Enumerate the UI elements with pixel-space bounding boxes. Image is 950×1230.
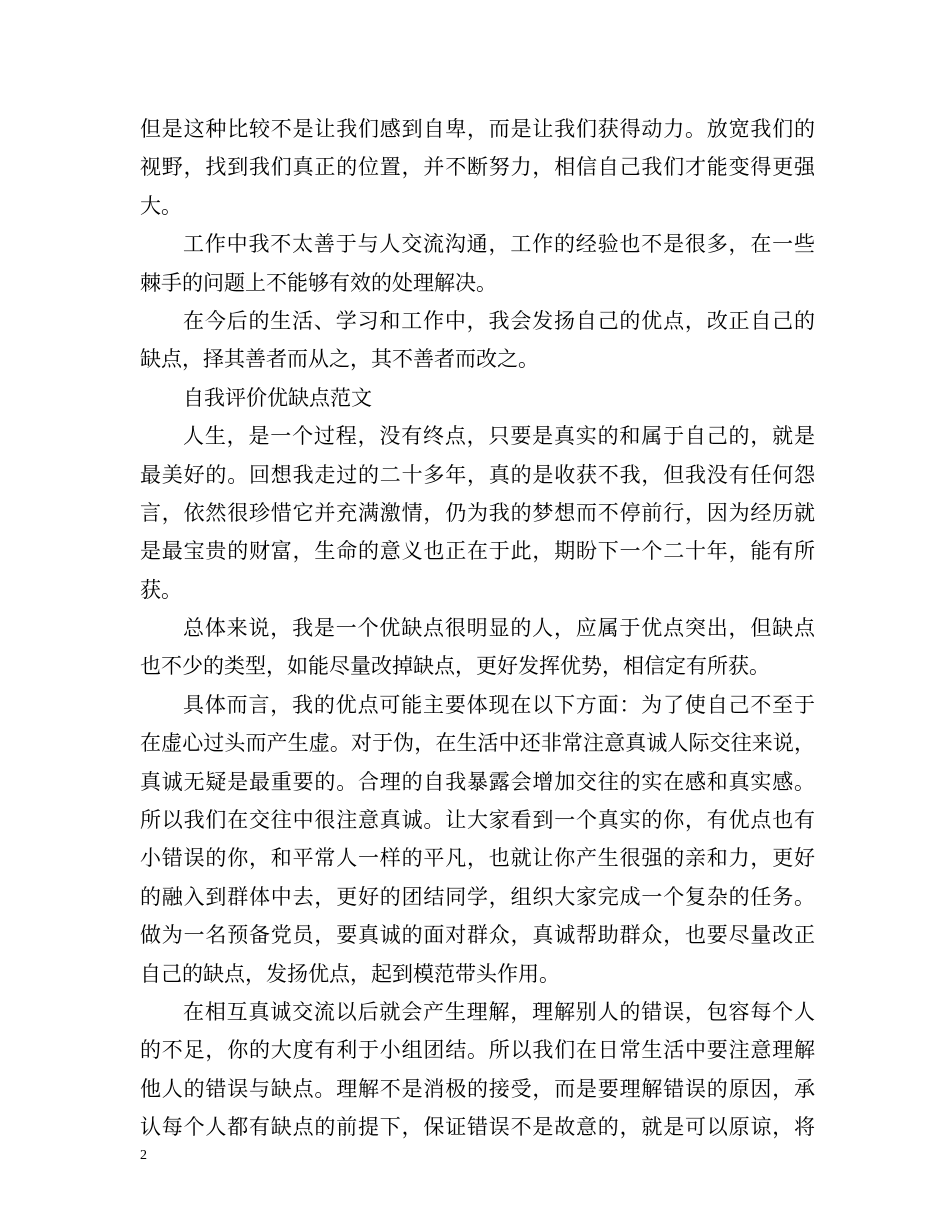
- text-line: 棘手的问题上不能够有效的处理解决。: [140, 270, 497, 295]
- text-line: 也不少的类型，如能尽量改掉缺点，更好发挥优势，相信定有所获。: [140, 654, 770, 679]
- text-line: 做为一名预备党员，要真诚的面对群众，真诚帮助群众，也要尽量改正: [140, 923, 815, 948]
- text-line: 所以我们在交往中很注意真诚。让大家看到一个真实的你，有优点也有: [140, 808, 815, 833]
- text-line: 在虚心过头而产生虚。对于伪，在生活中还非常注意真诚人际交往来说，: [140, 731, 815, 756]
- document-body: [140, 110, 815, 1147]
- text-line: 在今后的生活、学习和工作中，我会发扬自己的优点，改正自己的: [183, 308, 815, 333]
- text-line: 缺点，择其善者而从之，其不善者而改之。: [140, 347, 539, 372]
- text-line: 他人的错误与缺点。理解不是消极的接受，而是要理解错误的原因，承: [140, 1076, 815, 1101]
- text-line: 总体来说，我是一个优缺点很明显的人，应属于优点突出，但缺点: [183, 616, 815, 641]
- text-line: 自己的缺点，发扬优点，起到模范带头作用。: [140, 961, 560, 986]
- text-line: 视野，找到我们真正的位置，并不断努力，相信自己我们才能变得更强: [140, 155, 815, 180]
- text-line: 最美好的。回想我走过的二十多年，真的是收获不我，但我没有任何怨: [140, 462, 815, 487]
- text-line: 人生，是一个过程，没有终点，只要是真实的和属于自己的，就是: [183, 424, 815, 449]
- text-line: 在相互真诚交流以后就会产生理解，理解别人的错误，包容每个人: [183, 999, 815, 1024]
- text-line: 获。: [140, 577, 182, 602]
- text-line: 但是这种比较不是让我们感到自卑，而是让我们获得动力。放宽我们的: [140, 117, 815, 141]
- text-line: 小错误的你，和平常人一样的平凡，也就让你产生很强的亲和力，更好: [140, 846, 815, 871]
- text-line: 是最宝贵的财富，生命的意义也正在于此，期盼下一个二十年，能有所: [140, 539, 815, 564]
- text-line: 具体而言，我的优点可能主要体现在以下方面：为了使自己不至于: [183, 692, 815, 717]
- text-line: 言，依然很珍惜它并充满激情，仍为我的梦想而不停前行，因为经历就: [140, 500, 815, 525]
- section-heading: 自我评价优缺点范文: [183, 385, 372, 410]
- text-line: 工作中我不太善于与人交流沟通，工作的经验也不是很多，在一些: [183, 232, 815, 257]
- text-line: 真诚无疑是最重要的。合理的自我暴露会增加交往的实在感和真实感。: [140, 769, 815, 794]
- text-line: 的融入到群体中去，更好的团结同学，组织大家完成一个复杂的任务。: [140, 884, 815, 909]
- page-number: 2: [140, 1148, 147, 1163]
- text-line: 的不足，你的大度有利于小组团结。所以我们在日常生活中要注意理解: [140, 1038, 815, 1063]
- text-line: 大。: [140, 193, 182, 218]
- text-line: 认每个人都有缺点的前提下，保证错误不是故意的，就是可以原谅，将: [140, 1115, 815, 1140]
